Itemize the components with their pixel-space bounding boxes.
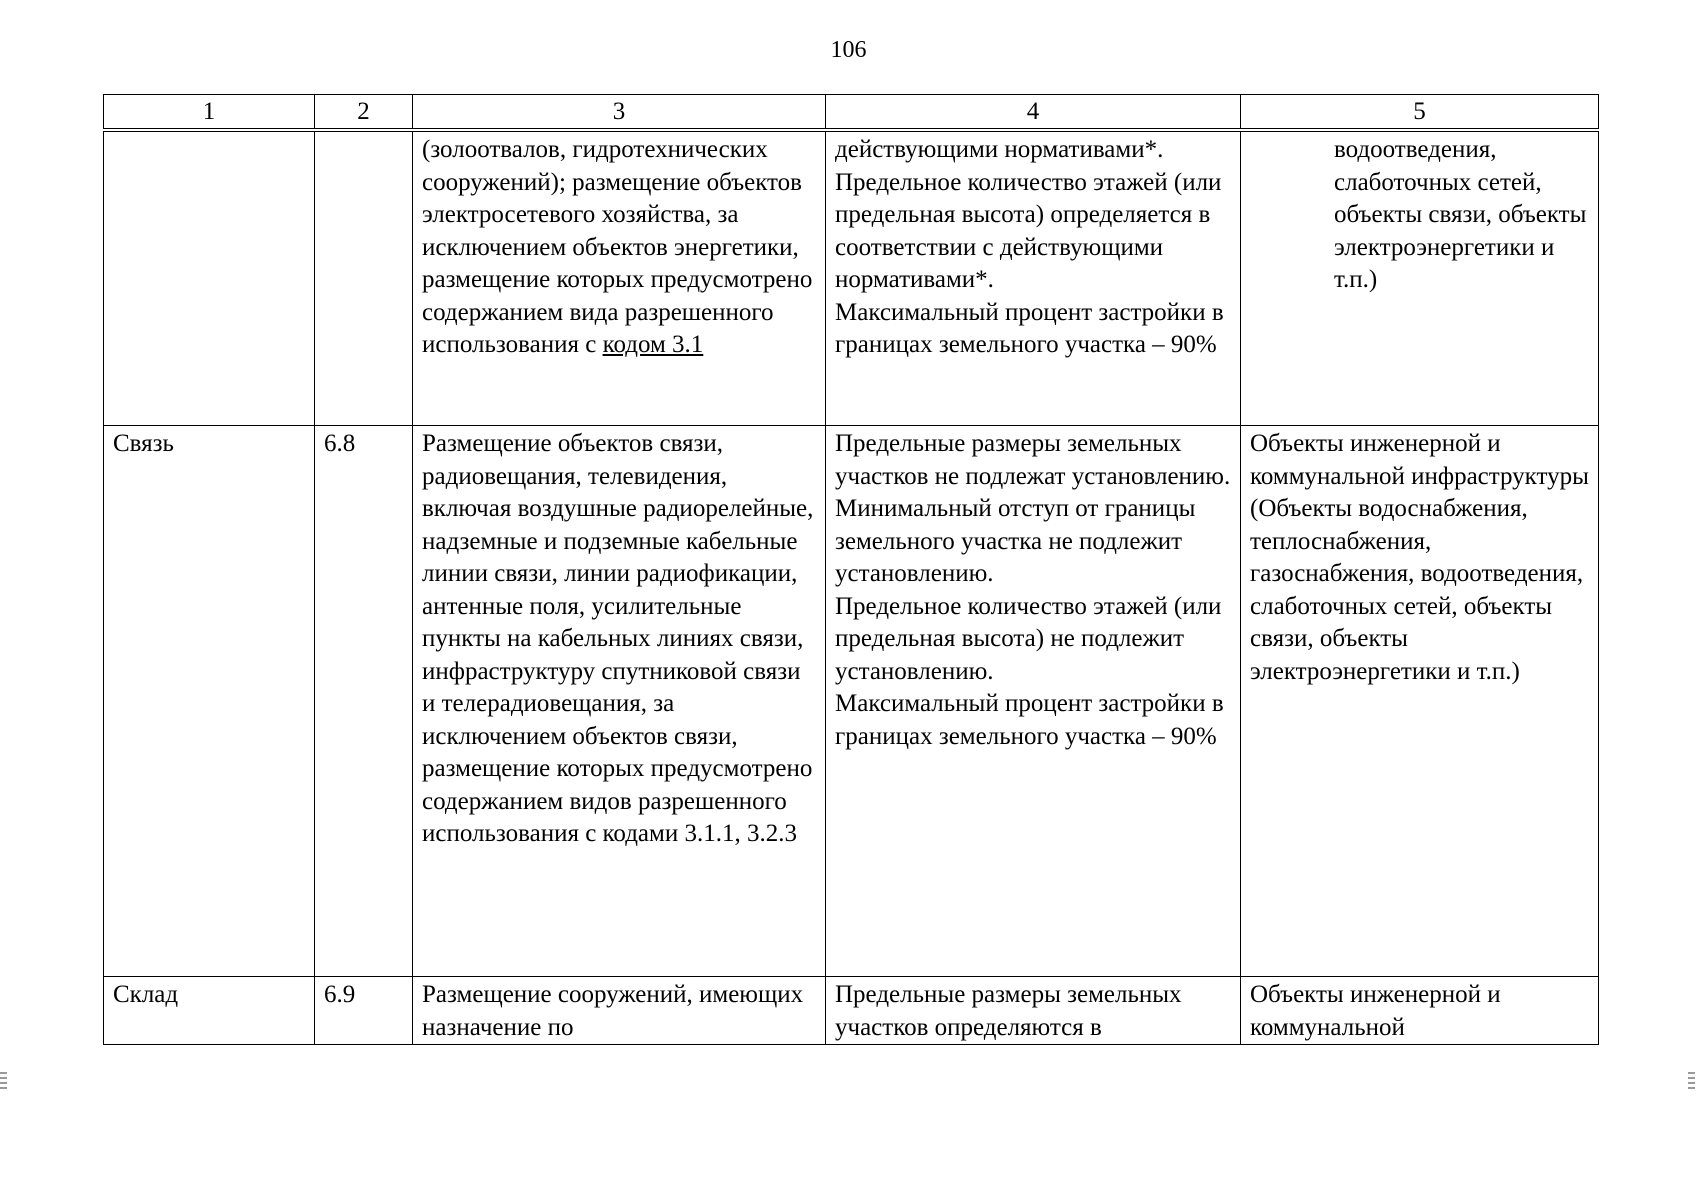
scan-edge-mark-right [1688,1072,1695,1092]
page-number: 106 [830,37,867,63]
use-name: Склад [113,981,179,1008]
cell-code [315,130,413,426]
table-header-row [104,95,1599,131]
code-reference-link[interactable]: кодом 3.1 [602,331,704,358]
cell-name [104,977,315,1045]
cell-auxiliary [1241,977,1599,1045]
cell-auxiliary [1241,426,1599,977]
parameters-text: действующими нормативами*. Предельное количество этажей (или предельная высота) определяется в соответствии с действующими нормативами*. Максимальный процент застройки в границах земельного участка – 90% [835,136,1224,358]
scan-edge-mark-left [0,1072,7,1092]
cell-parameters [826,426,1241,977]
land-use-table [103,94,1599,1045]
cell-code [315,977,413,1045]
cell-description [413,426,826,977]
description-text [422,134,816,362]
header-col-1: 1 [104,95,315,131]
parameters-text: Предельные размеры земельных участков не подлежат установлению. Минимальный отступ от границы земельного участка не подлежит установлению. Предельное количество этажей (или предельная высота) не подлежит установлению. Максимальный процент застройки в границах земельного участка – 90% [835,430,1231,750]
header-col-3: 3 [413,95,826,131]
cell-parameters [826,130,1241,426]
description-text: Размещение сооружений, имеющих назначение по [422,981,804,1041]
description-text-body: (золоотвалов, гидротехнических сооружений); размещение объектов электросетевого хозяйства, за исключением объектов энергетики, размещение которых предусмотрено содержанием вида разрешенного использования с [422,136,813,358]
cell-name [104,130,315,426]
cell-auxiliary [1241,130,1599,426]
table-row [104,426,1599,977]
cell-description [413,977,826,1045]
use-code: 6.9 [324,981,356,1008]
parameters-text: Предельные размеры земельных участков определяются в [835,981,1182,1041]
cell-description [413,130,826,426]
auxiliary-text: Объекты инженерной и коммунальной инфраструктуры (Объекты водоснабжения, теплоснабжения, газоснабжения, водоотведения, слаботочных сетей, объекты связи, объекты электроэнергетики и т.п.) [1250,430,1589,685]
table-row-continuation [104,130,1599,426]
cell-parameters [826,977,1241,1045]
cell-name [104,426,315,977]
use-code: 6.8 [324,430,356,457]
header-col-5: 5 [1241,95,1599,131]
cell-code [315,426,413,977]
auxiliary-text: водоотведения, слаботочных сетей, объекты связи, объекты электроэнергетики и т.п.) [1334,136,1587,293]
description-text: Размещение объектов связи, радиовещания, телевидения, включая воздушные радиорелейные, надземные и подземные кабельные линии связи, линии радиофикации, антенные поля, усилительные пункты на кабельных линиях связи, инфраструктуру спутниковой связи и телерадиовещания, за исключением объектов связи, размещение которых предусмотрено содержанием видов разрешенного использования с кодами 3.1.1, 3.2.3 [422,430,814,847]
header-col-2: 2 [315,95,413,131]
table-row [104,977,1599,1045]
auxiliary-text: Объекты инженерной и коммунальной [1250,981,1501,1041]
use-name: Связь [113,430,174,457]
header-col-4: 4 [826,95,1241,131]
